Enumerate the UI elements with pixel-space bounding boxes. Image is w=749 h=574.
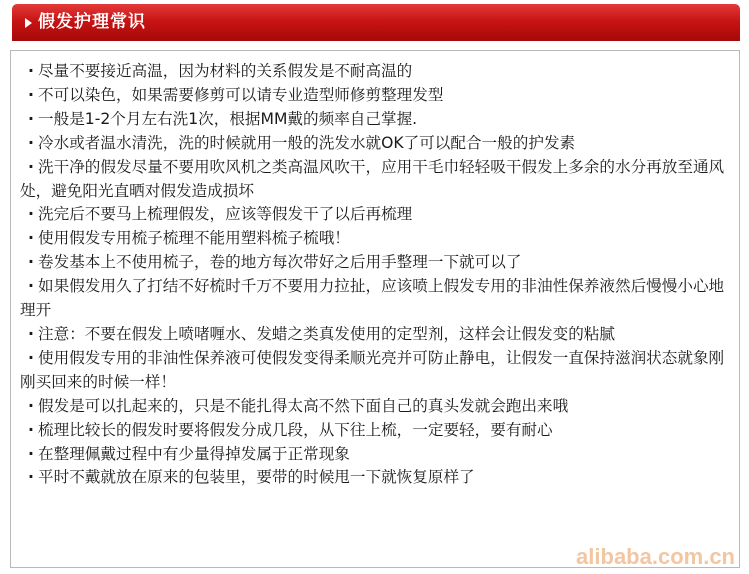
list-item: · 尽量不要接近高温，因为材料的关系假发是不耐高温的 bbox=[20, 60, 726, 84]
bullet-dot-icon: · bbox=[28, 324, 34, 343]
content-panel bbox=[10, 50, 740, 568]
list-item: · 使用假发专用的非油性保养液可使假发变得柔顺光亮并可防止静电，让假发一直保持滋润状态就象刚刚买回来的时候一样！ bbox=[20, 348, 725, 391]
list-item: · 注意：不要在假发上喷啫喱水、发蜡之类真发使用的定型剂，这样会让假发变的粘腻 bbox=[20, 323, 726, 347]
list-item: · 平时不戴就放在原来的包装里，要带的时候甩一下就恢复原样了 bbox=[20, 466, 726, 490]
bullet-dot-icon: · bbox=[28, 229, 34, 248]
list-item: · 如果假发用久了打结不好梳时千万不要用力拉扯，应该喷上假发专用的非油性保养液然后慢慢小心地理开 bbox=[20, 277, 725, 320]
bullet-dot-icon: · bbox=[28, 348, 34, 367]
bullet-dot-icon: · bbox=[28, 205, 34, 224]
list-item: · 在整理佩戴过程中有少量得掉发属于正常现象 bbox=[20, 443, 726, 467]
bullet-dot-icon: · bbox=[28, 62, 34, 80]
triangle-bullet-icon bbox=[25, 18, 32, 28]
bullet-dot-icon: · bbox=[28, 468, 34, 487]
bullet-dot-icon: · bbox=[28, 396, 34, 415]
site-watermark: alibaba.com.cn bbox=[576, 544, 735, 569]
list-item: · 冷水或者温水清洗，洗的时候就用一般的洗发水就OK了可以配合一般的护发素 bbox=[20, 132, 726, 156]
bullet-dot-icon: · bbox=[28, 277, 34, 296]
list-item: · 洗完后不要马上梳理假发，应该等假发干了以后再梳理 bbox=[20, 203, 726, 227]
list-item: · 使用假发专用梳子梳理不能用塑料梳子梳哦！ bbox=[20, 227, 726, 251]
list-item: · 不可以染色，如果需要修剪可以请专业造型师修剪整理发型 bbox=[20, 84, 726, 108]
bullet-dot-icon: · bbox=[28, 253, 34, 272]
care-tips-list bbox=[20, 60, 726, 490]
section-header bbox=[12, 4, 740, 41]
list-item: · 洗干净的假发尽量不要用吹风机之类高温风吹干，应用干毛巾轻轻吸干假发上多余的水分再放至通风处，避免阳光直晒对假发造成损坏 bbox=[20, 157, 725, 200]
bullet-dot-icon: · bbox=[28, 85, 34, 104]
bullet-dot-icon: · bbox=[28, 109, 34, 128]
list-item: · 假发是可以扎起来的，只是不能扎得太高不然下面自己的真头发就会跑出来哦 bbox=[20, 395, 726, 419]
bullet-dot-icon: · bbox=[28, 444, 34, 463]
list-item: · 梳理比较长的假发时要将假发分成几段，从下往上梳，一定要轻，要有耐心 bbox=[20, 419, 726, 443]
list-item: · 卷发基本上不使用梳子，卷的地方每次带好之后用手整理一下就可以了 bbox=[20, 251, 726, 275]
section-title: 假发护理常识 bbox=[38, 12, 146, 32]
bullet-dot-icon: · bbox=[28, 133, 34, 152]
bullet-dot-icon: · bbox=[28, 420, 34, 439]
list-item: · 一般是1-2个月左右洗1次，根据MM戴的频率自己掌握. bbox=[20, 108, 726, 132]
bullet-dot-icon: · bbox=[28, 157, 34, 176]
